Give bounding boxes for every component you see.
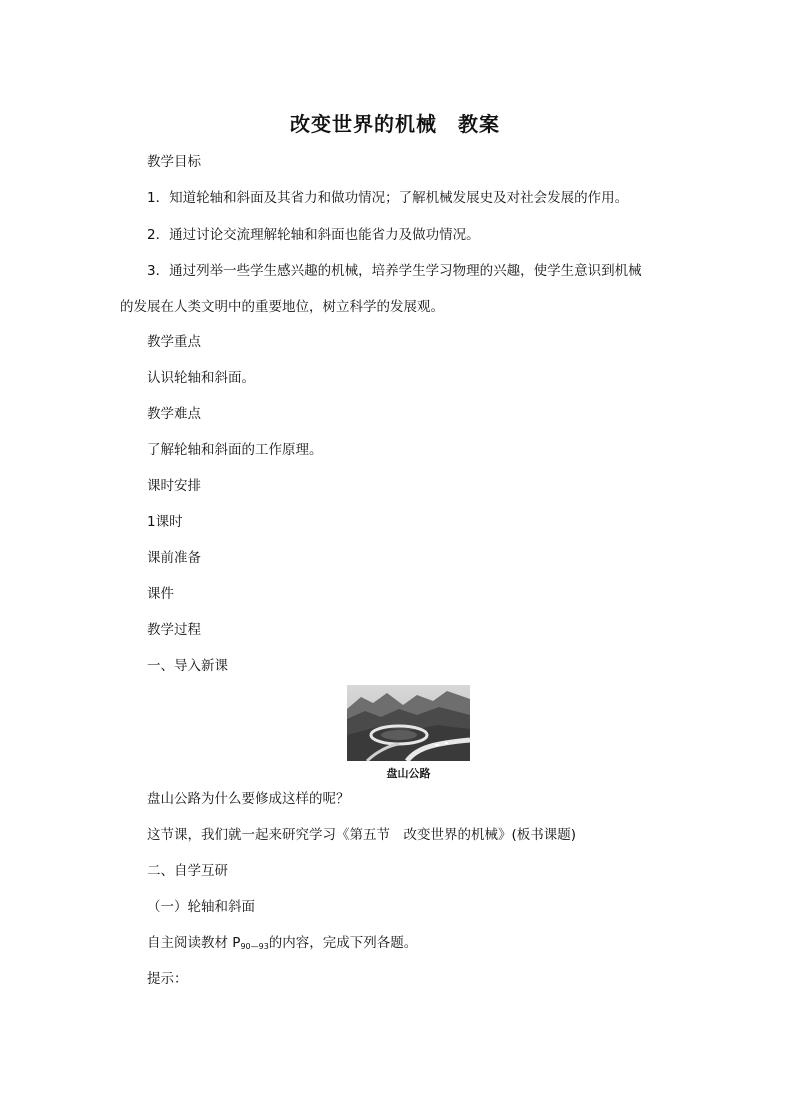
- difficulty-text: 了解轮轴和斜面的工作原理。: [147, 442, 323, 458]
- objective-item-1: 1．知道轮轴和斜面及其省力和做功情况；了解机械发展史及对社会发展的作用。: [147, 190, 629, 206]
- key-point-heading: 教学重点: [147, 334, 201, 350]
- objectives-heading: 教学目标: [147, 154, 201, 170]
- mountain-road-photo: [347, 685, 470, 761]
- key-point-text: 认识轮轴和斜面。: [147, 370, 255, 386]
- reading-instruction: 自主阅读教材 $P_{90—93}$的内容，完成下列各题。: [147, 935, 418, 951]
- section-import-new-lesson: 一、导入新课: [147, 658, 228, 674]
- mountain-road-image: [347, 685, 470, 761]
- objective-item-3: 3．通过列举一些学生感兴趣的机械，培养学生学习物理的兴趣，使学生意识到机械: [147, 263, 642, 279]
- preparation-text: 课件: [147, 586, 174, 602]
- schedule-heading: 课时安排: [147, 478, 201, 494]
- difficulty-heading: 教学难点: [147, 406, 201, 422]
- image-caption: 盘山公路: [386, 767, 431, 780]
- process-heading: 教学过程: [147, 622, 201, 638]
- schedule-text: 1课时: [147, 514, 183, 530]
- preparation-heading: 课前准备: [147, 550, 201, 566]
- document-title: 改变世界的机械 教案: [290, 112, 500, 136]
- objective-item-2: 2．通过讨论交流理解轮轴和斜面也能省力及做功情况。: [147, 227, 480, 243]
- subsection-wheel-axle-incline: （一）轮轴和斜面: [147, 899, 255, 915]
- hint-label: 提示：: [147, 971, 188, 987]
- objective-item-3-continued: 的发展在人类文明中的重要地位，树立科学的发展观。: [120, 299, 444, 315]
- lesson-intro: 这节课，我们就一起来研究学习《第五节 改变世界的机械》(板书课题): [147, 827, 577, 843]
- section-self-study: 二、自学互研: [147, 863, 228, 879]
- mountain-road-question: 盘山公路为什么要修成这样的呢？: [147, 791, 350, 807]
